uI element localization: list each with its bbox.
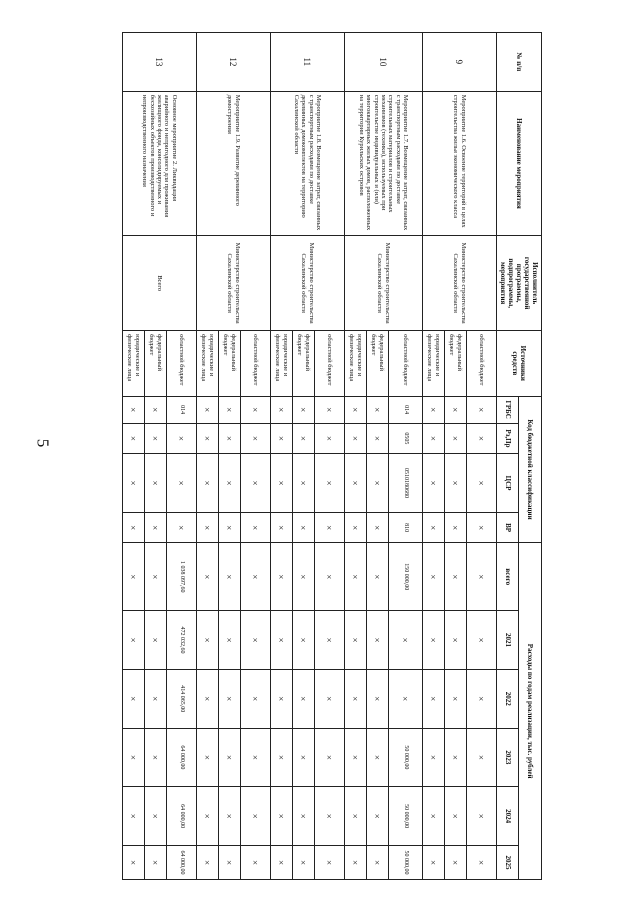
year-cell: × <box>270 669 292 728</box>
rzpr-cell: × <box>196 423 218 453</box>
grbs-cell: × <box>218 396 240 423</box>
total-cell: × <box>466 543 496 611</box>
year-cell: × <box>240 787 270 846</box>
header-year: 2022 <box>496 669 519 728</box>
csr-cell: × <box>466 454 496 513</box>
year-cell: × <box>240 669 270 728</box>
measure-name: Мероприятие 1.8. Возмещение затрат, связанных с транспортным расходами по доставке деревянных домокомплектов на территорию Сахалинской области <box>270 91 344 236</box>
csr-cell: × <box>422 454 444 513</box>
funding-source: юридические и физические лица <box>344 331 366 396</box>
table-row <box>314 33 344 880</box>
vr-cell: × <box>144 512 166 543</box>
year-cell: 50 000,00 <box>388 787 422 846</box>
year-cell: × <box>466 611 496 670</box>
header-rzpr: Рз,Пр <box>496 423 519 453</box>
year-cell: × <box>444 728 466 787</box>
year-cell: × <box>422 787 444 846</box>
header-total: всего <box>496 543 519 611</box>
rzpr-cell: × <box>314 423 344 453</box>
year-cell: × <box>444 787 466 846</box>
executor: Всего <box>122 236 196 331</box>
year-cell: × <box>314 611 344 670</box>
year-cell: × <box>270 728 292 787</box>
vr-cell: × <box>466 512 496 543</box>
year-cell: × <box>344 846 366 880</box>
year-cell: × <box>344 787 366 846</box>
year-cell: × <box>344 611 366 670</box>
vr-cell: × <box>218 512 240 543</box>
year-cell: × <box>122 728 144 787</box>
funding-source: областной бюджет <box>314 331 344 396</box>
year-cell: × <box>344 728 366 787</box>
rzpr-cell: × <box>218 423 240 453</box>
funding-source: федеральный бюджет <box>144 331 166 396</box>
rzpr-cell: × <box>366 423 388 453</box>
table-header <box>496 33 541 880</box>
measure-name: Мероприятие 1.7. Возмещение затрат, связанных с транспортным расходами по доставке строительных материалов и строительных механизмов (техники), используемых при строительстве индивидуальных и (или) многоквартирных жилых домов, расположенных на территории Курильских островов <box>344 91 422 236</box>
year-cell: × <box>444 611 466 670</box>
csr-cell: × <box>166 454 196 513</box>
year-cell: × <box>292 728 314 787</box>
total-cell: × <box>122 543 144 611</box>
year-cell: × <box>240 728 270 787</box>
year-cell: × <box>122 846 144 880</box>
rzpr-cell: × <box>270 423 292 453</box>
year-cell: × <box>444 846 466 880</box>
row-number: 9 <box>422 33 496 92</box>
year-cell: × <box>422 846 444 880</box>
rzpr-cell: × <box>240 423 270 453</box>
rzpr-cell: × <box>422 423 444 453</box>
funding-source: областной бюджет <box>240 331 270 396</box>
funding-source: федеральный бюджет <box>218 331 240 396</box>
grbs-cell: × <box>240 396 270 423</box>
total-cell: × <box>218 543 240 611</box>
grbs-cell: 014 <box>166 396 196 423</box>
header-name: Наименование мероприятия <box>496 91 541 236</box>
total-cell: × <box>422 543 444 611</box>
year-cell: × <box>196 787 218 846</box>
year-cell: × <box>122 611 144 670</box>
vr-cell: × <box>166 512 196 543</box>
year-cell: × <box>422 669 444 728</box>
year-cell: × <box>218 669 240 728</box>
grbs-cell: 014 <box>388 396 422 423</box>
year-cell: × <box>314 846 344 880</box>
year-cell: × <box>366 787 388 846</box>
year-cell: × <box>218 728 240 787</box>
rzpr-cell: × <box>122 423 144 453</box>
year-cell: × <box>292 611 314 670</box>
row-number: 12 <box>196 33 270 92</box>
year-cell: × <box>144 728 166 787</box>
grbs-cell: × <box>314 396 344 423</box>
year-cell: × <box>366 611 388 670</box>
measure-name: Мероприятие 1.6. Освоение территорий в целях строительства жилья экономического класса <box>422 91 496 236</box>
year-cell: × <box>344 669 366 728</box>
rzpr-cell: × <box>292 423 314 453</box>
year-cell: × <box>218 846 240 880</box>
header-source: Источники средств <box>496 331 541 396</box>
grbs-cell: × <box>144 396 166 423</box>
year-cell: × <box>366 728 388 787</box>
header-kbk: Код бюджетной классификации <box>519 396 542 543</box>
grbs-cell: × <box>270 396 292 423</box>
year-cell: × <box>388 669 422 728</box>
csr-cell: × <box>196 454 218 513</box>
year-cell: × <box>466 669 496 728</box>
rzpr-cell: × <box>144 423 166 453</box>
year-cell: × <box>466 728 496 787</box>
year-cell: × <box>144 787 166 846</box>
header-csr: ЦСР <box>496 454 519 513</box>
header-year: 2025 <box>496 846 519 880</box>
header-grbs: ГРБС <box>496 396 519 423</box>
grbs-cell: × <box>122 396 144 423</box>
total-cell: 150 000,00 <box>388 543 422 611</box>
table-row <box>166 33 196 880</box>
funding-source: областной бюджет <box>166 331 196 396</box>
funding-source: федеральный бюджет <box>366 331 388 396</box>
year-cell: × <box>122 787 144 846</box>
header-expenses: Расходы по годам реализации, тыс. рублей <box>519 543 542 880</box>
year-cell: × <box>466 787 496 846</box>
grbs-cell: × <box>196 396 218 423</box>
year-cell: × <box>218 787 240 846</box>
year-cell: × <box>366 669 388 728</box>
csr-cell: 0510180680 <box>388 454 422 513</box>
row-number: 13 <box>122 33 196 92</box>
year-cell: 414 065,00 <box>166 669 196 728</box>
csr-cell: × <box>270 454 292 513</box>
csr-cell: × <box>218 454 240 513</box>
vr-cell: × <box>122 512 144 543</box>
year-cell: × <box>444 669 466 728</box>
header-vr: ВР <box>496 512 519 543</box>
csr-cell: × <box>444 454 466 513</box>
year-cell: 64 000,00 <box>166 787 196 846</box>
csr-cell: × <box>344 454 366 513</box>
total-cell: × <box>366 543 388 611</box>
year-cell: × <box>422 611 444 670</box>
year-cell: 50 000,00 <box>388 846 422 880</box>
vr-cell: × <box>314 512 344 543</box>
funding-source: юридические и физические лица <box>196 331 218 396</box>
funding-source: юридические и физические лица <box>270 331 292 396</box>
vr-cell: 810 <box>388 512 422 543</box>
grbs-cell: × <box>466 396 496 423</box>
funding-source: юридические и физические лица <box>122 331 144 396</box>
total-cell: × <box>196 543 218 611</box>
vr-cell: × <box>344 512 366 543</box>
row-number: 11 <box>270 33 344 92</box>
year-cell: × <box>292 846 314 880</box>
table-row <box>466 33 496 880</box>
csr-cell: × <box>314 454 344 513</box>
vr-cell: × <box>196 512 218 543</box>
year-cell: × <box>314 728 344 787</box>
vr-cell: × <box>240 512 270 543</box>
rzpr-cell: × <box>166 423 196 453</box>
grbs-cell: × <box>292 396 314 423</box>
csr-cell: × <box>122 454 144 513</box>
year-cell: 64 000,00 <box>166 728 196 787</box>
csr-cell: × <box>366 454 388 513</box>
total-cell: × <box>444 543 466 611</box>
year-cell: × <box>366 846 388 880</box>
rzpr-cell: 0505 <box>388 423 422 453</box>
year-cell: × <box>270 611 292 670</box>
executor: Министерство строительства Сахалинской области <box>270 236 344 331</box>
year-cell: × <box>388 611 422 670</box>
year-cell: × <box>270 846 292 880</box>
total-cell: 1 038 097,60 <box>166 543 196 611</box>
year-cell: × <box>292 669 314 728</box>
funding-source: федеральный бюджет <box>292 331 314 396</box>
rzpr-cell: × <box>466 423 496 453</box>
csr-cell: × <box>292 454 314 513</box>
vr-cell: × <box>292 512 314 543</box>
measure-name: Мероприятие 1.9. Развитие деревянного домостроения <box>196 91 270 236</box>
rzpr-cell: × <box>444 423 466 453</box>
year-cell: 50 000,00 <box>388 728 422 787</box>
csr-cell: × <box>240 454 270 513</box>
year-cell: 472 032,60 <box>166 611 196 670</box>
total-cell: × <box>240 543 270 611</box>
funding-source: областной бюджет <box>388 331 422 396</box>
funding-source: юридические и физические лица <box>422 331 444 396</box>
header-year: 2021 <box>496 611 519 670</box>
year-cell: × <box>196 728 218 787</box>
table-row <box>388 33 422 880</box>
total-cell: × <box>344 543 366 611</box>
grbs-cell: × <box>444 396 466 423</box>
executor: Министерство строительства Сахалинской области <box>196 236 270 331</box>
row-number: 10 <box>344 33 422 92</box>
executor: Министерство строительства Сахалинской области <box>422 236 496 331</box>
vr-cell: × <box>444 512 466 543</box>
funding-source: областной бюджет <box>466 331 496 396</box>
year-cell: × <box>270 787 292 846</box>
year-cell: × <box>144 846 166 880</box>
year-cell: × <box>422 728 444 787</box>
header-year: 2023 <box>496 728 519 787</box>
grbs-cell: × <box>344 396 366 423</box>
year-cell: × <box>292 787 314 846</box>
year-cell: × <box>240 611 270 670</box>
year-cell: × <box>144 611 166 670</box>
year-cell: × <box>144 669 166 728</box>
header-executor: Исполнитель государственной программы, подпрограммы, мероприятия <box>496 236 541 331</box>
vr-cell: × <box>366 512 388 543</box>
total-cell: × <box>144 543 166 611</box>
year-cell: × <box>196 611 218 670</box>
vr-cell: × <box>270 512 292 543</box>
year-cell: × <box>314 787 344 846</box>
year-cell: × <box>314 669 344 728</box>
grbs-cell: × <box>366 396 388 423</box>
year-cell: × <box>240 846 270 880</box>
header-num: № п/п <box>496 33 541 92</box>
year-cell: 64 000,00 <box>166 846 196 880</box>
year-cell: × <box>466 846 496 880</box>
table-row <box>240 33 270 880</box>
year-cell: × <box>218 611 240 670</box>
measure-name: Основное мероприятие 2. Ликвидация аварийного и непригодного для проживания жилищного фонда, консолидируемых и бесхозяйных объектов производственного и непроизводственного назначения <box>122 91 196 236</box>
vr-cell: × <box>422 512 444 543</box>
rzpr-cell: × <box>344 423 366 453</box>
page-number: 5 <box>33 438 53 448</box>
funding-source: федеральный бюджет <box>444 331 466 396</box>
grbs-cell: × <box>422 396 444 423</box>
table-body <box>122 33 496 880</box>
header-year: 2024 <box>496 787 519 846</box>
year-cell: × <box>122 669 144 728</box>
year-cell: × <box>196 846 218 880</box>
total-cell: × <box>292 543 314 611</box>
year-cell: × <box>196 669 218 728</box>
csr-cell: × <box>144 454 166 513</box>
total-cell: × <box>314 543 344 611</box>
executor: Министерство строительства Сахалинской области <box>344 236 422 331</box>
total-cell: × <box>270 543 292 611</box>
expenditure-table <box>122 32 542 880</box>
